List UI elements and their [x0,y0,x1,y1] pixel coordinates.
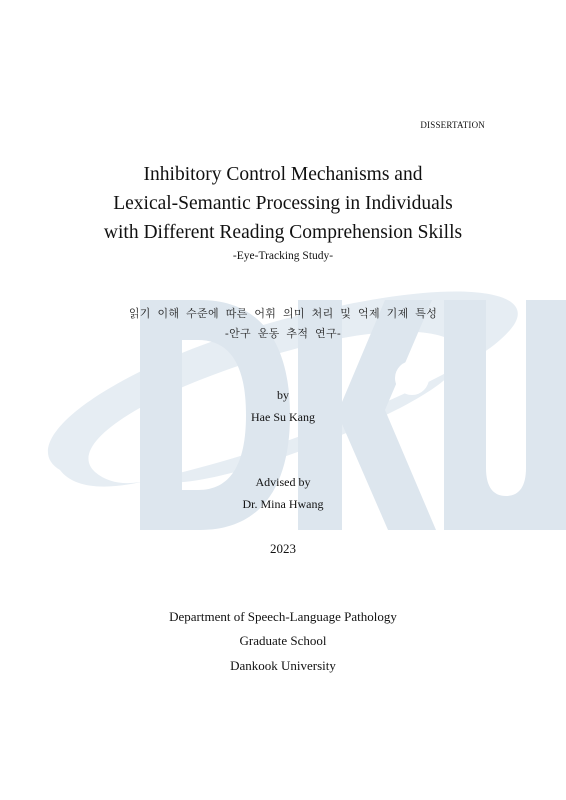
advisor-name: Dr. Mina Hwang [242,497,324,511]
document-type-label: DISSERTATION [420,120,485,130]
author-name: Hae Su Kang [251,410,315,424]
korean-subtitle: -안구 운동 추적 연구- [224,327,342,340]
title-line-3: with Different Reading Comprehension Skills [103,222,463,243]
year: 2023 [270,541,296,556]
subtitle: -Eye-Tracking Study- [232,250,334,262]
by-label: by [277,388,289,402]
korean-title: 읽기 이해 수준에 따른 어휘 의미 처리 및 억제 기제 특성 [128,307,438,320]
department: Department of Speech-Language Pathology [169,609,397,624]
title-line-1: Inhibitory Control Mechanisms and [143,164,423,185]
advised-by-label: Advised by [255,475,311,489]
university-name: Dankook University [230,658,336,673]
graduate-school: Graduate School [239,633,327,648]
title-line-2: Lexical-Semantic Processing in Individuals [113,193,453,214]
